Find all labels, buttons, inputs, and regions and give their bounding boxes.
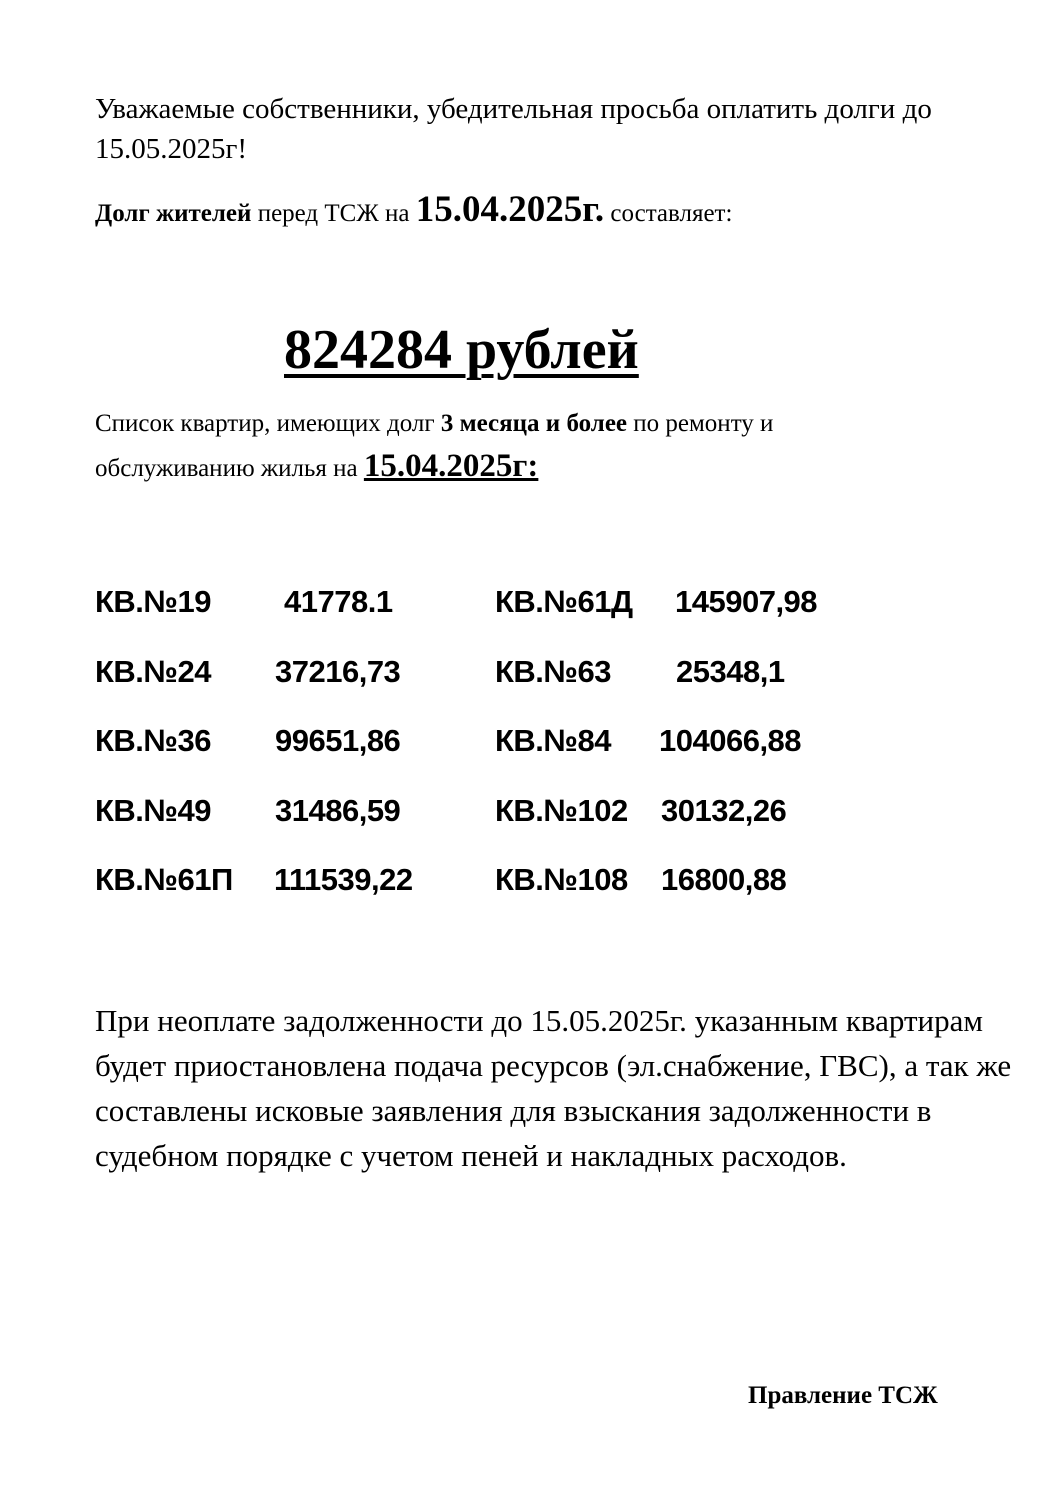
apartment-amount: 25348,1 xyxy=(676,654,785,689)
list-heading-line2 xyxy=(95,448,538,485)
apartment-label: КВ.№61П xyxy=(95,862,233,897)
apartment-label: КВ.№49 xyxy=(95,793,211,828)
apartment-amount: 30132,26 xyxy=(661,793,787,828)
list-heading-date: 15.04.2025г: xyxy=(363,448,539,484)
apartment-amount: 16800,88 xyxy=(661,862,787,897)
debt-suffix: составляет: xyxy=(604,200,733,227)
signature: Правление ТСЖ xyxy=(748,1382,938,1409)
debt-middle: перед ТСЖ на xyxy=(251,200,416,227)
debt-statement xyxy=(95,188,732,231)
apartment-amount: 41778.1 xyxy=(284,584,393,619)
apartment-amount: 111539,22 xyxy=(274,862,413,897)
intro-paragraph: Уважаемые собственники, убедительная просьба оплатить долги до 15.05.2025г! xyxy=(95,93,932,165)
list-heading-prefix: Список квартир, имеющих долг xyxy=(95,410,441,437)
apartment-label: КВ.№19 xyxy=(95,584,211,619)
apartment-amount: 99651,86 xyxy=(275,723,401,758)
apartment-label: КВ.№102 xyxy=(495,793,628,828)
apartment-amount: 31486,59 xyxy=(275,793,401,828)
debt-date: 15.04.2025г. xyxy=(415,189,605,230)
apartment-amount: 104066,88 xyxy=(659,723,802,758)
apartment-label: КВ.№63 xyxy=(495,654,611,689)
apartment-amount: 37216,73 xyxy=(275,654,401,689)
apartment-amount: 145907,98 xyxy=(675,584,818,619)
apartment-label: КВ.№84 xyxy=(495,723,611,758)
apartment-label: КВ.№24 xyxy=(95,654,211,689)
apartment-label: КВ.№61Д xyxy=(495,584,633,619)
warning-paragraph: При неоплате задолженности до 15.05.2025г. указанным квартирам будет приостановлена подача ресурсов (эл.снабжение, ГВС), а так же составлены исковые заявления для взыскания задолженности в судебном порядке с учетом пеней и накладных расходов. xyxy=(95,1003,1012,1173)
debt-bold-prefix: Долг жителей xyxy=(95,200,252,227)
apartment-label: КВ.№108 xyxy=(495,862,628,897)
apartment-label: КВ.№36 xyxy=(95,723,211,758)
list-heading-suffix: по ремонту и xyxy=(627,410,774,437)
list-heading-bold: 3 месяца и более xyxy=(440,410,628,437)
list-heading-line1 xyxy=(95,410,773,438)
total-debt: 824284 рублей xyxy=(284,319,639,381)
list-heading-line2-prefix: обслуживанию жилья на xyxy=(95,455,364,482)
